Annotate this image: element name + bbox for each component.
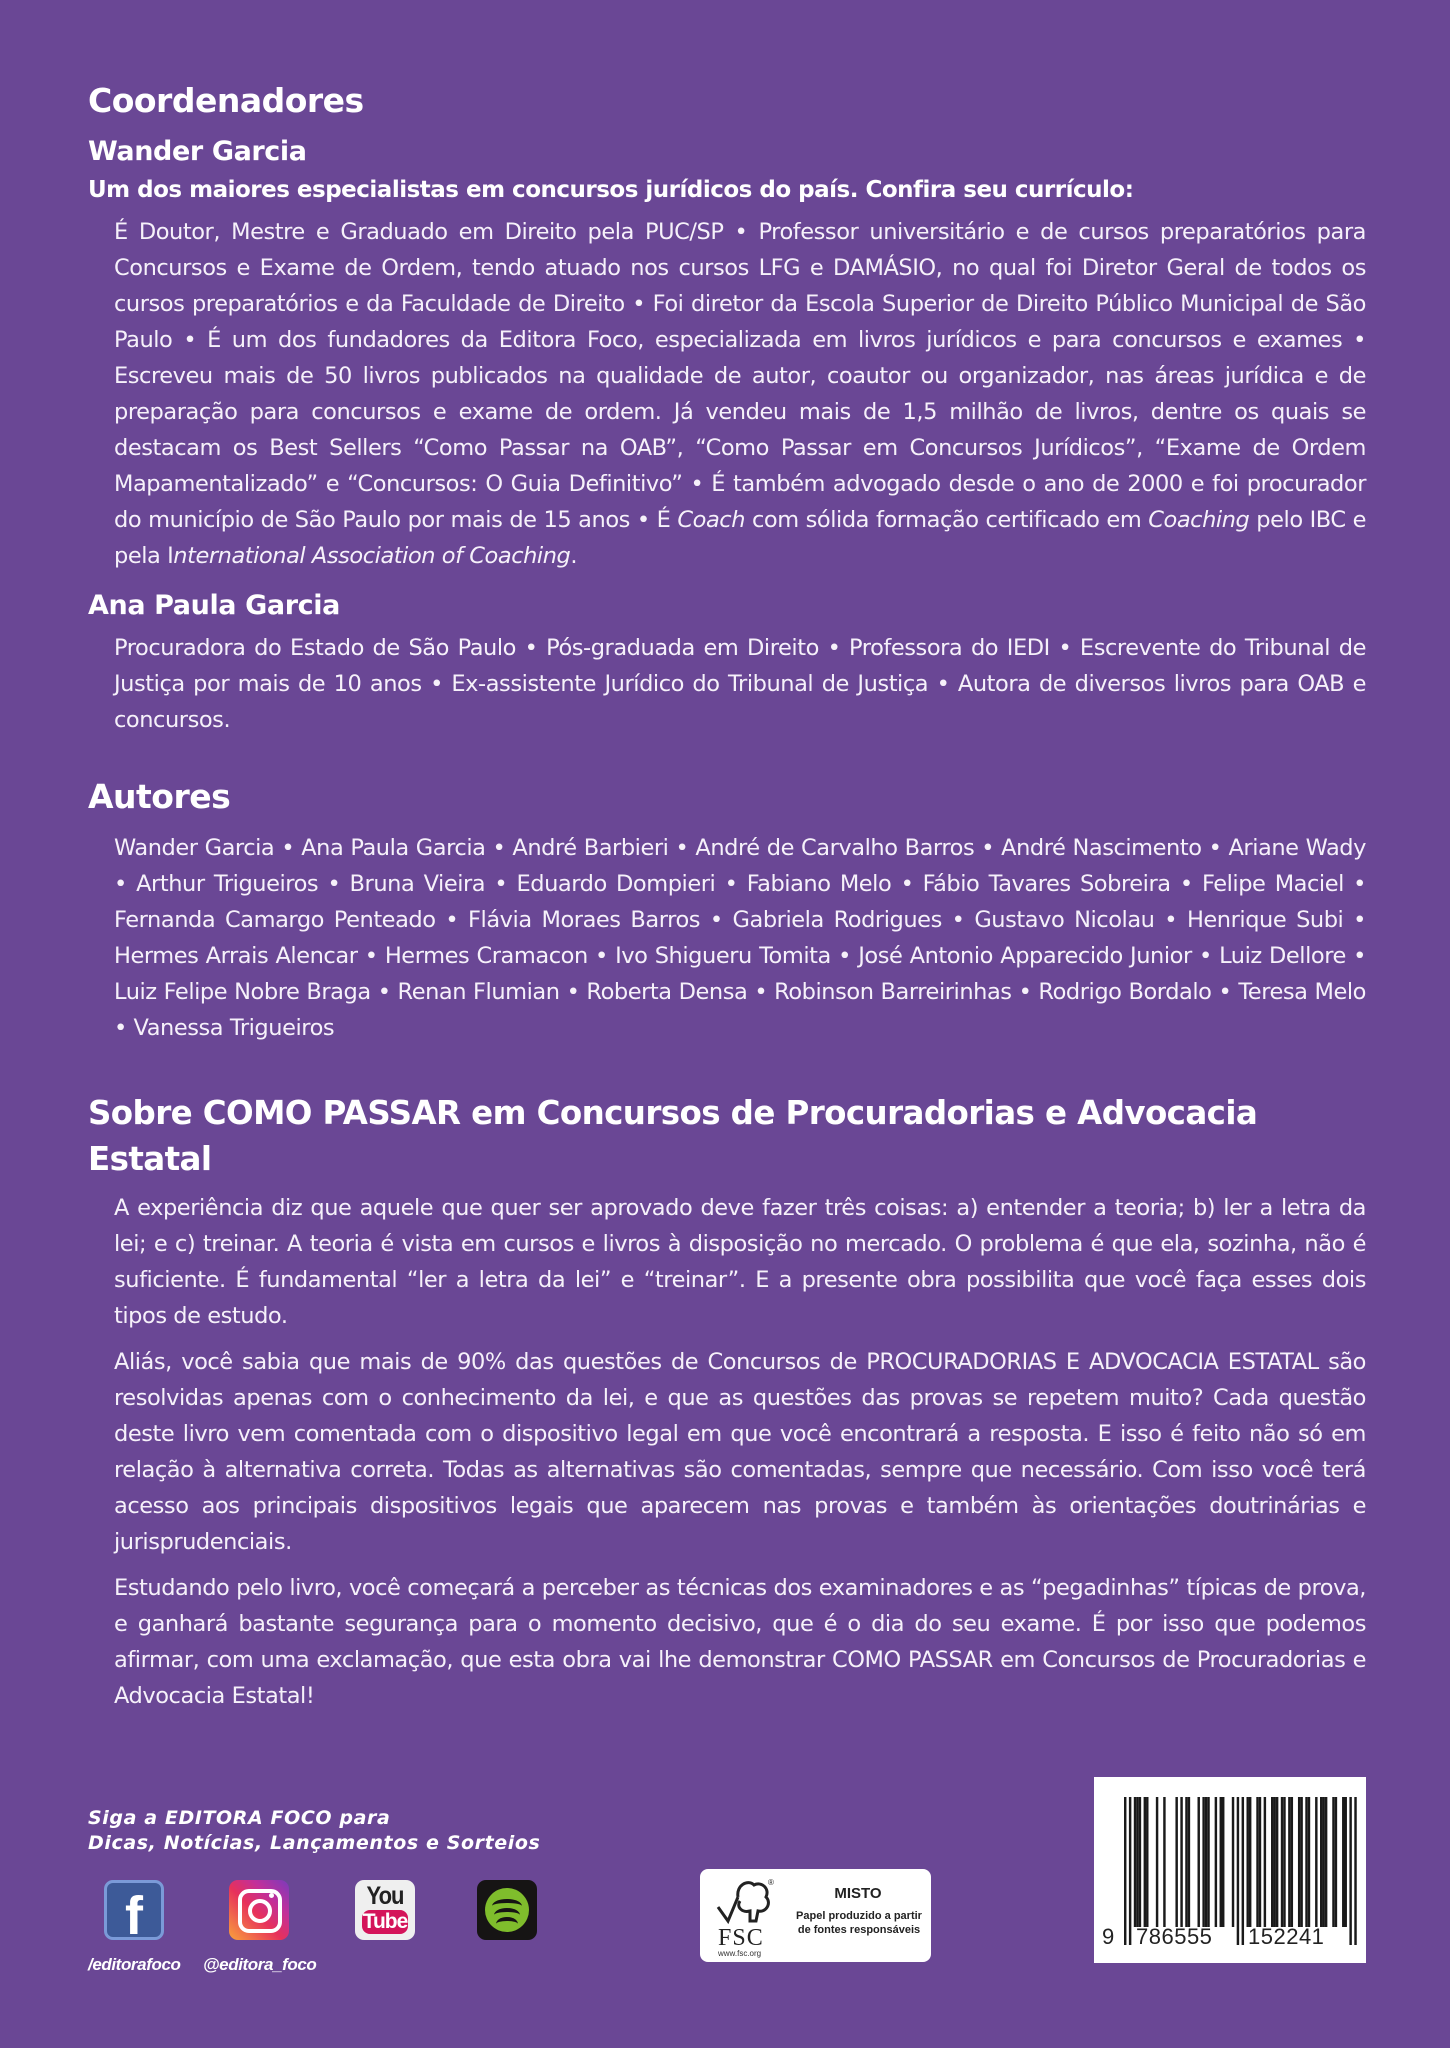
wander-subtitle: Um dos maiores especialistas em concursos jurídicos do país. Confira seu currículo: (88, 177, 1134, 203)
barcode-bar (1205, 1797, 1207, 1927)
facebook-f-glyph: f (125, 1886, 143, 1946)
spotify-wave-3 (496, 1917, 518, 1931)
instagram-icon[interactable] (229, 1880, 289, 1940)
barcode-group-2: 152241 (1248, 1924, 1325, 1949)
fsc-url: www.fsc.org (718, 1949, 762, 1958)
sobre-paragraph-2: Aliás, você sabia que mais de 90% das questões de Concursos de PROCURADORIAS E ADVOCACIA ESTATAL são resolvidas apenas com o conhecimento da lei, e que as questões das provas se repetem muito? Cada questão deste livro vem comentada com o dispositivo legal em que você encontrará a resposta. E isso é feito não só em relação à alternativa correta. Todas as alternativas são comentadas, sempre que necessário. Com isso você terá acesso aos principais dispositivos legais que aparecem nas provas e também às orientações doutrinárias e jurisprudenciais. (114, 1349, 1366, 1555)
barcode-bar (1139, 1797, 1141, 1927)
instagram-dot (269, 1893, 274, 1898)
barcode-bar (1222, 1797, 1224, 1927)
wander-bio (114, 214, 1366, 574)
wander-bio-text-3: pelo IBC e pela I (114, 507, 1366, 569)
barcode-bar (1144, 1797, 1146, 1927)
autores-heading: Autores (88, 777, 231, 816)
barcode-bar (1188, 1797, 1190, 1927)
barcode-bar (1129, 1797, 1131, 1945)
isbn-barcode (1094, 1777, 1366, 1963)
autores-list: Wander Garcia • Ana Paula Garcia • André Barbieri • André de Carvalho Barros • André Nascimento • Ariane Wady • Arthur Trigueiros • Bruna Vieira • Eduardo Dompieri • Fabiano Melo • Fábio Tavares Sobreira • Felipe Maciel • Fernanda Camargo Penteado • Flávia Moraes Barros • Gabriela Rodrigues • Gustavo Nicolau • Henrique Subi • Hermes Arrais Alencar • Hermes Cramacon • Ivo Shigueru Tomita • José Antonio Apparecido Junior • Luiz Dellore • Luiz Felipe Nobre Braga • Renan Flumian • Roberta Densa • Robinson Barreirinhas • Rodrigo Bordalo • Teresa Melo • Vanessa Trigueiros (114, 835, 1366, 1041)
barcode-bar (1136, 1797, 1138, 1927)
barcode-bar (1308, 1797, 1310, 1927)
fsc-description: Papel produzido a partir de fontes responsáveis (796, 1910, 922, 1936)
barcode-bar (1215, 1797, 1217, 1927)
barcode-bar (1185, 1797, 1187, 1927)
wander-bio-text: É Doutor, Mestre e Graduado em Direito pela PUC/SP • Professor universitário e de cursos preparatórios para Concursos e Exame de Ordem, tendo atuado nos cursos LFG e DAMÁSIO, no qual foi Diretor Geral de todos os cursos preparatórios e da Faculdade de Direito • Foi diretor da Escola Superior de Direito Público Municipal de São Paulo • É um dos fundadores da Editora Foco, especializada em livros jurídicos e para concursos e exames • Escreveu mais de 50 livros publicados na qualidade de autor, coautor ou organizador, nas áreas jurídica e de preparação para concursos e exame de ordem. Já vendeu mais de 1,5 milhão de livros, dentre os quais se destacam os Best Sellers “Como Passar na OAB”, “Como Passar em Concursos Jurídicos”, “Exame de Ordem Mapamentalizado” e “Concursos: O Guia Definitivo” • É também advogado desde o ano de 2000 e foi procurador do município de São Paulo por mais de 15 anos • É (114, 219, 1366, 533)
wander-bio-coaching: Coaching (1148, 507, 1250, 533)
barcode-bar (1175, 1797, 1177, 1927)
barcode-bars (1094, 1777, 1366, 1963)
barcode-bar (1271, 1797, 1273, 1927)
barcode-bar (1163, 1797, 1165, 1927)
barcode-bar (1322, 1797, 1324, 1927)
ana-bio: Procuradora do Estado de São Paulo • Pós-graduada em Direito • Professora do IEDI • Escrevente do Tribunal de Justiça por mais de 10 anos • Ex-assistente Jurídico do Tribunal de Justiça • Autora de diversos livros para OAB e concursos. (114, 635, 1366, 733)
wander-garcia-name: Wander Garcia (88, 136, 307, 167)
barcode-bar (1259, 1797, 1261, 1927)
barcode-bar (1281, 1797, 1283, 1927)
ana-paula-garcia-name: Ana Paula Garcia (88, 590, 340, 621)
barcode-bar (1220, 1797, 1222, 1927)
barcode-bar (1291, 1797, 1293, 1927)
barcode-bar (1315, 1797, 1317, 1927)
barcode-bar (1325, 1797, 1327, 1927)
barcode-group-1: 786555 (1136, 1924, 1213, 1949)
barcode-bar (1288, 1797, 1290, 1927)
barcode-bar (1207, 1797, 1209, 1927)
facebook-handle[interactable]: /editorafoco (88, 1955, 181, 1974)
barcode-bar (1342, 1797, 1344, 1927)
wander-bio-text-4: . (570, 543, 578, 569)
barcode-bar (1354, 1797, 1356, 1945)
barcode-bar (1202, 1797, 1204, 1927)
spotify-icon[interactable] (477, 1880, 537, 1940)
fsc-misto-title: MISTO (834, 1885, 882, 1902)
barcode-bar (1273, 1797, 1275, 1927)
follow-line-1: Siga a EDITORA FOCO para (88, 1807, 391, 1829)
barcode-bar (1276, 1797, 1278, 1927)
barcode-bar (1134, 1797, 1136, 1927)
barcode-bar (1320, 1797, 1322, 1927)
sobre-paragraph-3: Estudando pelo livro, você começará a perceber as técnicas dos examinadores e as “pegadinhas” típicas de prova, e ganhará bastante segurança para o momento decisivo, que é o dia do seu exame. É por isso que podemos afirmar, com uma exclamação, que esta obra vai lhe demonstrar COMO PASSAR em Concursos de Procuradorias e Advocacia Estatal! (114, 1575, 1366, 1709)
barcode-bar (1300, 1797, 1302, 1927)
fsc-certification-label (700, 1869, 931, 1962)
barcode-bar (1146, 1797, 1148, 1927)
sobre-heading: Sobre COMO PASSAR em Concursos de Procuradorias e Advocacia Estatal (88, 1094, 1258, 1178)
barcode-bar (1232, 1797, 1234, 1927)
barcode-bar (1264, 1797, 1266, 1927)
wander-bio-coach: Coach (677, 507, 746, 533)
fsc-registered-mark: ® (768, 1878, 774, 1887)
follow-editora-text (88, 1806, 540, 1856)
youtube-icon[interactable] (355, 1880, 415, 1940)
barcode-bar (1298, 1797, 1300, 1927)
wander-bio-association: nternational Association of Coaching (173, 543, 571, 569)
barcode-bar (1332, 1797, 1334, 1927)
barcode-bar (1237, 1797, 1239, 1945)
youtube-you-text: You (366, 1881, 404, 1910)
barcode-bar (1198, 1797, 1200, 1927)
barcode-bar (1256, 1797, 1258, 1927)
barcode-bar (1242, 1797, 1244, 1945)
barcode-bar (1249, 1797, 1251, 1927)
instagram-lens (248, 1899, 272, 1923)
follow-line-2: Dicas, Notícias, Lançamentos e Sorteios (88, 1832, 541, 1854)
instagram-handle[interactable]: @editora_foco (203, 1955, 317, 1974)
barcode-digit-first: 9 (1102, 1924, 1115, 1949)
barcode-bar (1124, 1797, 1126, 1945)
facebook-icon[interactable] (104, 1880, 164, 1946)
barcode-bar (1335, 1797, 1337, 1927)
barcode-bar (1349, 1797, 1351, 1945)
barcode-bar (1283, 1797, 1285, 1927)
barcode-bar (1305, 1797, 1307, 1927)
barcode-bar (1247, 1797, 1249, 1927)
barcode-bar (1180, 1797, 1182, 1927)
barcode-bar (1156, 1797, 1158, 1927)
coordenadores-heading: Coordenadores (88, 81, 364, 120)
fsc-logo-text: FSC (718, 1925, 764, 1951)
back-cover-content (88, 78, 1366, 1714)
wander-bio-text-2: com sólida formação certificado em (745, 507, 1149, 533)
youtube-tube-text: Tube (362, 1910, 408, 1933)
barcode-bar (1345, 1797, 1347, 1927)
sobre-paragraph-1: A experiência diz que aquele que quer ser aprovado deve fazer três coisas: a) entender a teoria; b) ler a letra da lei; e c) treinar. A teoria é vista em cursos e livros à disposição no mercado. O problema é que ela, sozinha, não é suficiente. É fundamental “ler a letra da lei” e “treinar”. E a presente obra possibilita que você faça esses dois tipos de estudo. (114, 1195, 1366, 1329)
